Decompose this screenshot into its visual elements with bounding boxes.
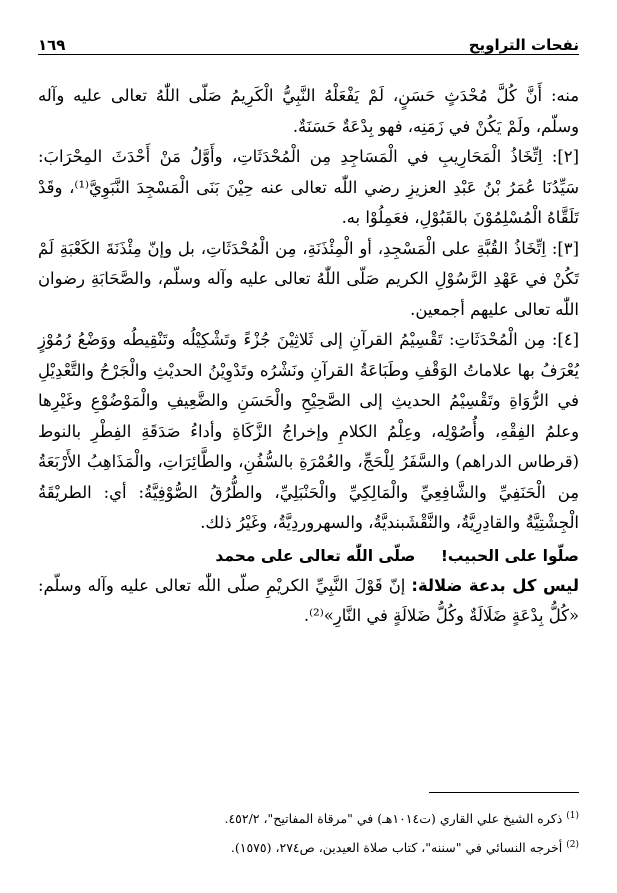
bidah-text: إنّ قَوْلَ النَّبِيِّ الكريْمِ صلّى اللّٰه تعالى عليه وآله وسلّم: «كُلُّ بِدْعَةٍ ضَلَالَةٌ وكُلُّ ضَلالَةٍ في النَّارِ»⁽²⁾. xyxy=(38,575,579,625)
book-title: نفحات التراويح xyxy=(468,36,579,54)
page-header xyxy=(38,30,579,55)
salutation-right: صلّى اللّٰه تعالى على محمد xyxy=(215,546,416,565)
paragraph-item-3: [٣]: اِتِّخَاذُ القُبَّةِ على الْمَسْجِدِ، أو الْمِئْذَنَةِ، مِن الْمُحْدَثَاتِ، بل وإنّ مِئْذَنَةَ الكَعْبَةِ لَمْ تَكُنْ في عَهْدِ الرَّسُوْلِ الكريم صَلّى اللّٰهُ تعالى عليه وآله وسلّم، والصَّحَابَةِ رضوان اللّٰه تعالى عليهم أجمعين. xyxy=(38,238,579,319)
footnote-1-marker: (1) xyxy=(566,811,579,821)
footnote-2-text: أخرجه النسائي في "سننه"، كتاب صلاة العيدين، ص٢٧٤، (١٥٧٥). xyxy=(230,840,567,856)
footnote-2 xyxy=(38,832,579,861)
footnote-divider xyxy=(429,792,579,793)
body-text xyxy=(38,81,579,632)
bidah-lead: ليس كل بدعة ضلالة: xyxy=(411,575,579,595)
page-number: ١٦٩ xyxy=(38,36,66,54)
page xyxy=(38,30,579,870)
footnote-1 xyxy=(38,803,579,832)
paragraph-item-2: [٢]: اِتِّخَاذُ الْمَحَارِيبِ في الْمَسَاجِدِ مِن الْمُحْدَثَاتِ، وأَوَّلُ مَنْ أَحْدَثَ المِحْرَابَ: سَيِّدُنَا عُمَرُ بْنُ عَبْدِ العزيزِ رضي اللّٰه تعالى عنه حِيْنَ بَنَى الْمَسْجِدَ النَّبَوِيَّ⁽¹⁾، وقَدْ تَلَقَّاهُ الْمُسْلِمُوْنَ بالقَبُوْلِ، فعَمِلُوْا به. xyxy=(38,147,579,227)
footnote-2-marker: (2) xyxy=(566,840,579,851)
paragraph-bidah xyxy=(38,571,579,632)
paragraph-intro: منه: أَنَّ كُلَّ مُحْدَثٍ حَسَنٍ، لَمْ يَفْعَلْهُ النَّبِيُّ الْكَرِيمُ صَلّى اللّٰهُ تعالى عليه وآله وسلّم، ولَمْ يَكُنْ في زَمَنِه، فهو بِدْعَةٌ حَسَنَةٌ. xyxy=(38,86,579,136)
footnote-1-text: ذكره الشيخ علي القاري (ت١٠١٤هـ) في "مرقاة المفاتيح"، ٤٥٢/٢. xyxy=(224,811,567,827)
salutation-left: صلّوا على الحبيب! xyxy=(440,546,579,565)
salutation-heading xyxy=(38,541,579,571)
paragraph-item-4: [٤]: مِن الْمُحْدَثَاتِ: تَقْسِيْمُ القرآنِ إلى ثَلاثِيْنَ جُزْءً وتَشْكِيْلُه وتَنْقِيطُه ووَضْعُ رُمُوْزٍ يُعْرَفُ بها علاماتُ الوَقْفِ وطَبَاعَةُ القرآنِ ونَشْرُه وتَدْوِيْنُ الحديْثِ والْجَرْحُ والتَّعْدِيْلِ في الرُّوَاةِ وتَقْسِيْمُ الحديثِ إلى الصَّحِيْحِ والْحَسَنِ والضَّعِيفِ والْمَوْضُوْعِ وغَيْرِها وعلمُ الفِقْهِ، وأُصُوْلِه، وعِلْمُ الكلامِ وإخراجُ الزَّكَاةِ وأداءُ صَدَقَةِ الفِطْرِ بالنوط (قرطاس الدراهم) والسَّفَرُ لِلْحَجِّ، والعُمْرَةِ بالسُّفُنِ، والطَّائِرَاتِ، والْمَذَاهِبُ الأَرْبَعَةُ مِن الْحَنَفِيِّ والشَّافِعِيِّ والْمَالِكِيِّ والْحَنْبَلِيِّ، والطُّرُقُ الصُّوْفِيَّةُ: أي: الطريْقَةُ الْجِشْتِيَّةُ والقادِرِيَّةُ، والنَّقْشَبنديَّةُ، والسهروردِيَّةُ، وغَيْرُ ذلك. xyxy=(38,330,579,532)
footnotes xyxy=(38,792,579,861)
